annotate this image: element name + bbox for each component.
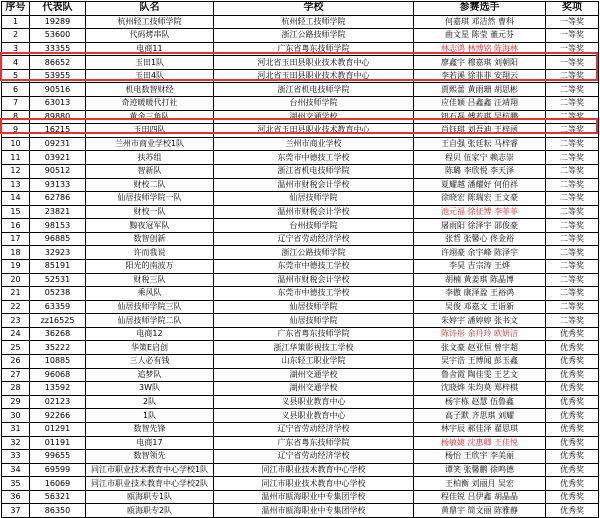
row-players: 杨怡 王欣宇 李美丽 [414, 450, 546, 464]
row-school: 义县职业教育中心 [214, 409, 414, 423]
row-team-name: 电商11 [86, 42, 214, 56]
row-team-code: 16069 [30, 477, 86, 491]
row-team-name: 玉田1队 [86, 56, 214, 70]
row-school: 同江市职业技术教育中心学校 [214, 463, 414, 477]
row-team-code: 05238 [30, 287, 86, 301]
row-team-name: 电商12 [86, 327, 214, 341]
row-award: 优秀奖 [546, 463, 599, 477]
table-row [2, 314, 599, 328]
table-row [2, 219, 599, 233]
row-team-code: 53955 [30, 69, 86, 83]
row-players: 沈晓烨 朱均莫 郑梓棋 [414, 382, 546, 396]
row-team-name: 玉田四队 [86, 124, 214, 138]
row-team-name: 乘风队 [86, 287, 214, 301]
row-team-name: 财校二队 [86, 178, 214, 192]
row-team-code: 16215 [30, 124, 86, 138]
row-players: 屠雨阳 徐泽宇 邵俊豪 [414, 219, 546, 233]
row-serial-number: 12 [2, 164, 30, 178]
row-school: 浙江公路技师学院 [214, 29, 414, 43]
row-team-code: 69599 [30, 463, 86, 477]
row-school: 河北省玉田县职业技术教育中心 [214, 69, 414, 83]
table-row [2, 178, 599, 192]
table-row [2, 422, 599, 436]
row-school: 辽宁省劳动经济学校 [214, 450, 414, 464]
header-team-name: 队名 [86, 2, 214, 16]
table-row [2, 124, 599, 138]
header-award: 奖项 [546, 2, 599, 16]
row-team-name: 同江市职业技术教育中心学校2队 [86, 477, 214, 491]
row-school: 山东轻工职业学院 [214, 355, 414, 369]
results-table [1, 1, 599, 518]
row-award: 二等奖 [546, 273, 599, 287]
row-team-code: 01291 [30, 422, 86, 436]
row-award: 二等奖 [546, 124, 599, 138]
row-award: 二等奖 [546, 164, 599, 178]
row-team-name: 仙居技师学院三队 [86, 300, 214, 314]
row-team-name: 瓯海职专1队 [86, 490, 214, 504]
row-serial-number: 5 [2, 69, 30, 83]
table-row [2, 287, 599, 301]
row-school: 湖州交通学校 [214, 368, 414, 382]
row-serial-number: 21 [2, 287, 30, 301]
table-row [2, 477, 599, 491]
row-players: 许翊豪 余宇峰 陈泽宇 [414, 246, 546, 260]
row-serial-number: 36 [2, 490, 30, 504]
row-school: 温州市瓯海职业中专集团学校 [214, 490, 414, 504]
row-team-name: 阳光的南波万 [86, 259, 214, 273]
row-award: 优秀奖 [546, 327, 599, 341]
row-team-code: 86350 [30, 504, 86, 518]
row-team-name: 数智领先 [86, 450, 214, 464]
table-row [2, 341, 599, 355]
table-row [2, 83, 599, 97]
row-serial-number: 30 [2, 409, 30, 423]
row-school: 浙江省机电技师学院 [214, 83, 414, 97]
row-players: 张文豪 赵亚恒 曾宇超 [414, 341, 546, 355]
row-school: 东莞市中德技工学校 [214, 259, 414, 273]
table-row [2, 300, 599, 314]
row-team-code: 85191 [30, 259, 86, 273]
row-team-code: 90516 [30, 83, 86, 97]
row-serial-number: 1 [2, 15, 30, 29]
row-school: 广东省粤东技师学院 [214, 327, 414, 341]
row-players: 谭笑 张馨鹏 徐鸣德 [414, 463, 546, 477]
row-award: 优秀奖 [546, 341, 599, 355]
table-row [2, 382, 599, 396]
row-award: 优秀奖 [546, 355, 599, 369]
table-row [2, 246, 599, 260]
row-serial-number: 34 [2, 463, 30, 477]
row-team-name: 奇迹暖暖代打社 [86, 97, 214, 111]
row-school: 广东省粤东技师学院 [214, 436, 414, 450]
row-team-name: 扶苏组 [86, 151, 214, 165]
row-serial-number: 23 [2, 314, 30, 328]
row-players: 程佳锐 吕伊鑫 胡晶晶 [414, 490, 546, 504]
row-serial-number: 26 [2, 355, 30, 369]
row-team-name: 杭州轻工技师学院 [86, 15, 214, 29]
header-serial-number: 序号 [2, 2, 30, 16]
row-team-code: 10885 [30, 355, 86, 369]
row-team-code: 98153 [30, 219, 86, 233]
row-serial-number: 4 [2, 56, 30, 70]
row-serial-number: 16 [2, 219, 30, 233]
row-award: 二等奖 [546, 151, 599, 165]
row-team-name: 财校一队 [86, 205, 214, 219]
table-row [2, 192, 599, 206]
row-team-code: 02123 [30, 395, 86, 409]
row-players: 吴宇浩 王博闻 彭玉鑫 [414, 355, 546, 369]
row-school: 东莞市中德技工学校 [214, 287, 414, 301]
row-serial-number: 25 [2, 341, 30, 355]
row-team-name: 机电数智财经 [86, 83, 214, 97]
table-row [2, 137, 599, 151]
row-team-code: 56321 [30, 490, 86, 504]
row-school: 仙居技师学院 [214, 192, 414, 206]
row-school: 温州市财税会计学校 [214, 178, 414, 192]
row-team-code: zz16525 [30, 314, 86, 328]
row-school: 浙江省机电技师学院 [214, 164, 414, 178]
row-award: 二等奖 [546, 287, 599, 301]
table-row [2, 29, 599, 43]
row-team-code: 53600 [30, 29, 86, 43]
table-row [2, 259, 599, 273]
row-serial-number: 31 [2, 422, 30, 436]
row-players: 何嘉琪 邓洁然 曹科 [414, 15, 546, 29]
row-team-code: 99655 [30, 450, 86, 464]
row-award: 二等奖 [546, 110, 599, 124]
row-award: 二等奖 [546, 69, 599, 83]
row-players: 李昊 吉宗涛 王烨 [414, 259, 546, 273]
row-players: 王柏衡 刘丽月 吴宏 [414, 477, 546, 491]
row-team-name: 财税三队 [86, 273, 214, 287]
row-players: 程贝 伍家宁 赖志崇 [414, 151, 546, 165]
row-school: 东莞市中德技工学校 [214, 151, 414, 165]
row-team-code: 09231 [30, 137, 86, 151]
row-award: 二等奖 [546, 219, 599, 233]
row-players: 朱婷宇 潘婷婷 张书文 [414, 314, 546, 328]
row-serial-number: 32 [2, 436, 30, 450]
row-serial-number: 11 [2, 151, 30, 165]
row-team-name: 同江市职业技术教育中心学校1队 [86, 463, 214, 477]
row-players: 陈璐 李欣悦 李天泽 [414, 164, 546, 178]
row-serial-number: 9 [2, 124, 30, 138]
row-team-name: 仙居技师学院二队 [86, 314, 214, 328]
row-school: 同江市职业技术教育中心学校 [214, 477, 414, 491]
row-serial-number: 13 [2, 178, 30, 192]
row-players: 池元福 徐征博 李菲菲 [414, 205, 546, 219]
row-serial-number: 14 [2, 192, 30, 206]
row-team-name: 追梦队 [86, 368, 214, 382]
table-row [2, 56, 599, 70]
row-award: 优秀奖 [546, 477, 599, 491]
row-award: 优秀奖 [546, 504, 599, 518]
row-award: 二等奖 [546, 300, 599, 314]
table-row [2, 97, 599, 111]
row-team-code: 62786 [30, 192, 86, 206]
row-serial-number: 2 [2, 29, 30, 43]
row-players: 钮石磊 傅若琪 吴杭鹏 [414, 110, 546, 124]
row-players: 黄鼎宇 简文丽 陈雅静 [414, 504, 546, 518]
row-serial-number: 19 [2, 259, 30, 273]
row-serial-number: 8 [2, 110, 30, 124]
row-team-name: 智新队 [86, 164, 214, 178]
row-players: 林志鸿 林博铭 陈海林 [414, 42, 546, 56]
row-award: 二等奖 [546, 178, 599, 192]
row-players: 林宇辰 郝佳泽 翟思琪 [414, 422, 546, 436]
row-serial-number: 6 [2, 83, 30, 97]
table-body [2, 15, 599, 517]
row-award: 二等奖 [546, 232, 599, 246]
row-school: 广东省粤东技师学院 [214, 42, 414, 56]
row-team-code: 13592 [30, 382, 86, 396]
row-team-code: 33355 [30, 42, 86, 56]
table-row [2, 151, 599, 165]
table-row [2, 504, 599, 518]
table-row [2, 355, 599, 369]
row-serial-number: 33 [2, 450, 30, 464]
row-players: 李若溪 徐菲菲 安翔云 [414, 69, 546, 83]
row-players: 夏耀越 潘耀好 何伯祥 [414, 178, 546, 192]
row-team-name: 代码烤串队 [86, 29, 214, 43]
row-players: 王自强 张廷耘 马梓睿 [414, 137, 546, 151]
row-team-name: 兰州市商业学校1队 [86, 137, 214, 151]
row-team-code: 23821 [30, 205, 86, 219]
row-award: 一等奖 [546, 42, 599, 56]
row-serial-number: 37 [2, 504, 30, 518]
table-row [2, 436, 599, 450]
row-award: 二等奖 [546, 192, 599, 206]
row-team-name: 许而我说 [86, 246, 214, 260]
header-school: 学校 [214, 2, 414, 16]
row-serial-number: 22 [2, 300, 30, 314]
table-row [2, 273, 599, 287]
row-serial-number: 27 [2, 368, 30, 382]
table-row [2, 232, 599, 246]
row-serial-number: 29 [2, 395, 30, 409]
row-school: 仙居技师学院 [214, 314, 414, 328]
row-team-code: 63359 [30, 300, 86, 314]
row-serial-number: 35 [2, 477, 30, 491]
row-team-name: 玉田4队 [86, 69, 214, 83]
row-players: 张哲 张馨心 佟金裕 [414, 232, 546, 246]
row-serial-number: 7 [2, 97, 30, 111]
row-team-code: 19289 [30, 15, 86, 29]
table-row [2, 327, 599, 341]
row-team-code: 63013 [30, 97, 86, 111]
table-row [2, 463, 599, 477]
row-award: 二等奖 [546, 246, 599, 260]
row-team-code: 92266 [30, 409, 86, 423]
row-award: 优秀奖 [546, 409, 599, 423]
table-row [2, 15, 599, 29]
row-school: 辽宁省劳动经济学校 [214, 232, 414, 246]
row-players: 杨敏婕 沈惠卿 王佳悦 [414, 436, 546, 450]
row-team-code: 90512 [30, 164, 86, 178]
row-team-code: 03921 [30, 151, 86, 165]
row-team-name: 仙居技师学院一队 [86, 192, 214, 206]
row-team-code: 36268 [30, 327, 86, 341]
row-award: 优秀奖 [546, 395, 599, 409]
table-row [2, 395, 599, 409]
row-team-name: 电商17 [86, 436, 214, 450]
row-serial-number: 24 [2, 327, 30, 341]
header-team-code: 代表队 [30, 2, 86, 16]
row-players: 陈诗彤 余丹玲 欧妍洁 [414, 327, 546, 341]
row-award: 优秀奖 [546, 450, 599, 464]
row-award: 优秀奖 [546, 490, 599, 504]
row-team-name: 2队 [86, 395, 214, 409]
table-row [2, 205, 599, 219]
row-school: 浙江华策影视技工学校 [214, 341, 414, 355]
row-award: 一等奖 [546, 56, 599, 70]
row-team-code: 96885 [30, 232, 86, 246]
row-team-name: 数智创新 [86, 232, 214, 246]
row-school: 温州市财税会计学校 [214, 205, 414, 219]
row-players: 吴俊 邓嘉文 王诣新 [414, 300, 546, 314]
row-team-name: 黥夜冠军队 [86, 219, 214, 233]
row-school: 杭州轻工技师学院 [214, 15, 414, 29]
row-team-name: 三人必有钱 [86, 355, 214, 369]
row-serial-number: 20 [2, 273, 30, 287]
row-team-name: 瓯海职专2队 [86, 504, 214, 518]
row-team-code: 52531 [30, 273, 86, 287]
table-row [2, 450, 599, 464]
row-team-code: 93133 [30, 178, 86, 192]
table-row [2, 490, 599, 504]
row-award: 优秀奖 [546, 422, 599, 436]
row-school: 湖州交通学校 [214, 110, 414, 124]
row-players: 贾熙蕾 黄雨珊 胡思彬 [414, 83, 546, 97]
row-school: 兰州市商业学校 [214, 137, 414, 151]
row-players: 鲁舍霞 陶佳雯 王艺文 [414, 368, 546, 382]
row-serial-number: 3 [2, 42, 30, 56]
row-team-code: 01191 [30, 436, 86, 450]
row-school: 河北省玉田县职业技术教育中心 [214, 124, 414, 138]
row-players: 李傲 康泽盈 王裕鸿 [414, 287, 546, 301]
row-team-code: 32923 [30, 246, 86, 260]
row-school: 温州市财税会计学校 [214, 273, 414, 287]
table-row [2, 164, 599, 178]
row-team-code: 89880 [30, 110, 86, 124]
row-team-code: 86652 [30, 56, 86, 70]
row-players: 杨宇栋 赵慧 伍鲁鑫 [414, 395, 546, 409]
row-award: 二等奖 [546, 314, 599, 328]
row-players: 廖鑫宇 穆嘉琪 刘朝阳 [414, 56, 546, 70]
row-school: 辽宁省劳动经济学校 [214, 422, 414, 436]
table-row [2, 409, 599, 423]
row-school: 台州技师学院 [214, 97, 414, 111]
row-players: 曲文星 陈莹 董元芬 [414, 29, 546, 43]
row-players: 肖钰琪 刘吾迪 王梓函 [414, 124, 546, 138]
row-award: 一等奖 [546, 15, 599, 29]
row-award: 一等奖 [546, 29, 599, 43]
row-award: 二等奖 [546, 97, 599, 111]
row-team-name: 1队 [86, 409, 214, 423]
row-serial-number: 18 [2, 246, 30, 260]
table-row [2, 42, 599, 56]
row-award: 二等奖 [546, 83, 599, 97]
row-school: 浙江公路技师学院 [214, 246, 414, 260]
row-serial-number: 15 [2, 205, 30, 219]
table-row [2, 69, 599, 83]
row-team-name: 数智先锋 [86, 422, 214, 436]
row-school: 义县职业教育中心 [214, 395, 414, 409]
row-school: 台州技师学院 [214, 219, 414, 233]
row-award: 二等奖 [546, 137, 599, 151]
table-header-row [2, 2, 599, 16]
row-school: 温州市瓯海职业中专集团学校 [214, 504, 414, 518]
table-row [2, 110, 599, 124]
row-team-code: 35222 [30, 341, 86, 355]
row-award: 优秀奖 [546, 368, 599, 382]
row-school: 仙居技师学院 [214, 300, 414, 314]
row-serial-number: 10 [2, 137, 30, 151]
row-players: 胡楠 黄姜琪 陈晶博 [414, 273, 546, 287]
row-school: 湖州交通学校 [214, 382, 414, 396]
header-players: 参赛选手 [414, 2, 546, 16]
table-row [2, 368, 599, 382]
row-school: 河北省玉田县职业技术教育中心 [214, 56, 414, 70]
row-team-code: 96068 [30, 368, 86, 382]
row-award: 二等奖 [546, 205, 599, 219]
row-players: 应佳颖 吕鑫鑫 汪靖翔 [414, 97, 546, 111]
row-award: 二等奖 [546, 259, 599, 273]
row-team-name: 黄金三角队 [86, 110, 214, 124]
row-team-name: 华策E启创 [86, 341, 214, 355]
row-team-name: 3W队 [86, 382, 214, 396]
row-players: 徐晓宏 陈瑞宏 王文豪 [414, 192, 546, 206]
row-award: 优秀奖 [546, 436, 599, 450]
row-players: 高子默 齐思琪 刘耀 [414, 409, 546, 423]
row-serial-number: 17 [2, 232, 30, 246]
row-serial-number: 28 [2, 382, 30, 396]
row-award: 优秀奖 [546, 382, 599, 396]
